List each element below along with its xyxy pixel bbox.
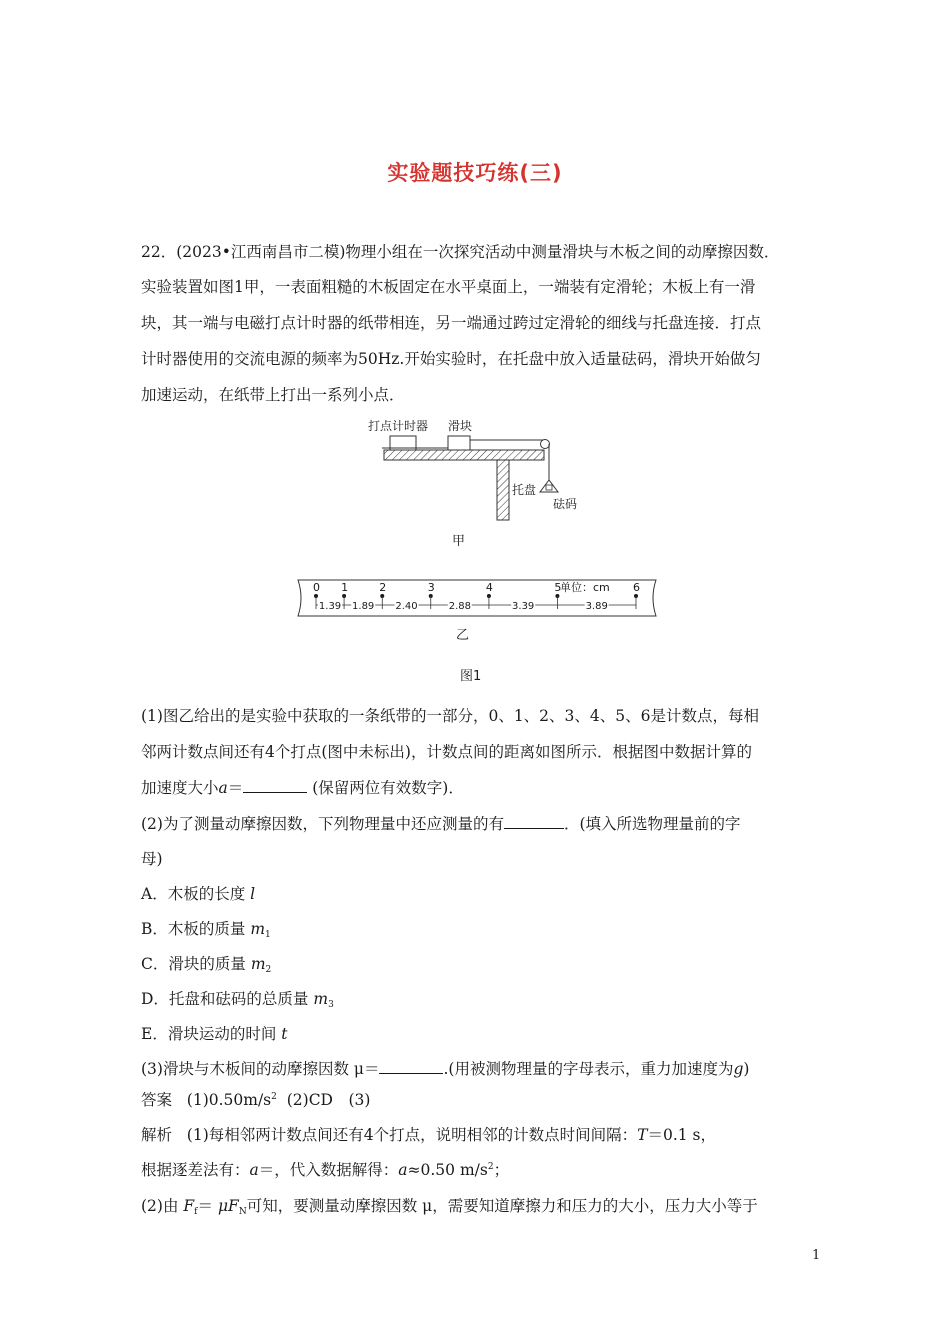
analysis-line1-var: T [637, 1126, 648, 1144]
analysis-line3-sub1: f [194, 1207, 198, 1217]
timer-label: 打点计时器 [368, 419, 429, 433]
page-title: 实验题技巧练(三) [387, 161, 563, 185]
q1-line-3 [141, 776, 464, 798]
table-leg [497, 460, 509, 520]
analysis-line2-end: ； [493, 1161, 510, 1179]
q1-line-1: (1)图乙给出的是实验中获取的一条纸带的一部分，0、1、2、3、4、5、6是计数点，每相 [141, 707, 759, 725]
analysis-line2-mid: ＝，代入数据解得： [258, 1161, 399, 1179]
analysis-line1-text: (1)每相邻两计数点间还有4个打点，说明相邻的计数点时间间隔： [186, 1126, 638, 1144]
analysis-label: 解析 [141, 1126, 173, 1144]
answer-label: 答案 [141, 1091, 173, 1109]
option-c [141, 952, 271, 975]
analysis-line2-sup: 2 [487, 1162, 494, 1172]
option-e-var: t [281, 1025, 288, 1043]
figure-caption-b: 乙 [456, 628, 470, 643]
weight-label: 砝码 [553, 497, 578, 511]
option-d [141, 987, 334, 1010]
analysis-line3-var2: F [228, 1197, 239, 1215]
analysis-line3-prefix: (2)由 [141, 1197, 179, 1215]
q3-prefix: (3)滑块与木板间的动摩擦因数 μ＝ [141, 1060, 380, 1078]
q2-prefix: (2)为了测量动摩擦因数，下列物理量中还应测量的有 [141, 815, 504, 833]
analysis-line3-mu: μ [217, 1197, 229, 1215]
weight-shape [546, 485, 552, 490]
tape-point-label: 3 [427, 581, 435, 594]
figure-caption: 图1 [460, 669, 482, 684]
analysis-line3-eq: ＝ [197, 1197, 214, 1215]
tape-point-label: 1 [341, 581, 349, 594]
option-c-var: m [250, 955, 266, 973]
tray-label: 托盘 [512, 483, 537, 497]
board-shape [384, 450, 544, 460]
q3-answer-blank[interactable] [379, 1059, 443, 1074]
analysis-line2-var1: a [249, 1161, 259, 1179]
analysis-line3-var1: F [183, 1197, 195, 1215]
analysis-line2-var2: a [398, 1161, 408, 1179]
problem-intro-line-5: 加速运动，在纸带上打出一系列小点． [141, 386, 405, 404]
q3-suffix: .(用被测物理量的字母表示，重力加速度为 [443, 1060, 734, 1078]
analysis-line3-sub2: N [238, 1207, 247, 1217]
figure-caption-a: 甲 [452, 534, 466, 549]
option-a-text: A．木板的长度 [141, 885, 246, 903]
q3-line [141, 1057, 749, 1079]
option-c-text: C．滑块的质量 [141, 955, 246, 973]
option-b [141, 917, 271, 940]
analysis-line2-prefix: 根据逐差法有： [141, 1161, 250, 1179]
q1-line-2: 邻两计数点间还有4个打点(图中未标出)，计数点间的距离如图所示．根据图中数据计算的 [141, 743, 752, 761]
option-e [141, 1022, 288, 1044]
analysis-line-3 [141, 1194, 758, 1217]
tape-distance-label: 3.39 [512, 601, 535, 612]
option-b-var: m [250, 920, 266, 938]
answer-text: (1)0.50m/s [186, 1091, 272, 1109]
analysis-line1-value: ＝0.1 s， [647, 1126, 717, 1144]
option-a [141, 882, 255, 904]
option-c-sub: 2 [265, 965, 272, 975]
q1-eq: ＝ [227, 779, 244, 797]
q2-answer-blank[interactable] [504, 814, 564, 829]
tape-point-label: 5 [554, 581, 562, 594]
pulley-icon [541, 440, 550, 449]
tape-distance-label: 1.89 [352, 601, 375, 612]
analysis-line-1 [141, 1123, 716, 1145]
tape-point-label: 4 [485, 581, 493, 594]
answer-rest: (2)CD (3) [286, 1091, 371, 1109]
analysis-line-2 [141, 1158, 509, 1180]
option-d-var: m [313, 990, 329, 1008]
q2-suffix: ．(填入所选物理量前的字 [563, 815, 741, 833]
tape-distance-label: 2.40 [395, 601, 418, 612]
q1-var: a [218, 779, 228, 797]
analysis-line2-value: ≈0.50 m/s [407, 1161, 488, 1179]
problem-intro-line-1: 22．(2023•江西南昌市二模)物理小组在一次探究活动中测量滑块与木板之间的动摩擦因数． [141, 243, 780, 261]
q1-prefix: 加速度大小 [141, 779, 219, 797]
option-d-sub: 3 [328, 1000, 334, 1010]
tape-distance-label: 1.39 [318, 601, 342, 612]
analysis-line3-rest: 可知，要测量动摩擦因数 μ，需要知道摩擦力和压力的大小，压力大小等于 [246, 1197, 758, 1215]
option-e-text: E．滑块运动的时间 [141, 1025, 277, 1043]
q2-line-2: 母) [141, 850, 163, 868]
page-number: 1 [812, 1248, 821, 1263]
tape-distance-label: 2.88 [448, 601, 471, 612]
problem-intro-line-2: 实验装置如图1甲，一表面粗糙的木板固定在水平桌面上，一端装有定滑轮；木板上有一滑 [141, 278, 756, 296]
tape-unit-label: 单位：cm [560, 581, 610, 594]
q3-close: ) [743, 1060, 750, 1078]
problem-intro-line-3: 块，其一端与电磁打点计时器的纸带相连，另一端通过跨过定滑轮的细线与托盘连接．打点 [141, 314, 762, 332]
q3-var: g [733, 1060, 744, 1078]
apparatus-figure [360, 414, 600, 524]
answer-sup: 2 [271, 1092, 277, 1102]
tape-point-label: 6 [633, 581, 640, 594]
option-b-text: B．木板的质量 [141, 920, 246, 938]
problem-intro-line-4: 计时器使用的交流电源的频率为50Hz.开始实验时，在托盘中放入适量砝码，滑块开始做匀 [141, 350, 761, 368]
q1-answer-blank[interactable] [243, 778, 307, 793]
option-a-var: l [250, 885, 256, 903]
tape-point-label: 2 [379, 581, 387, 594]
q2-line-1 [141, 812, 741, 834]
q1-suffix: (保留两位有效数字)． [312, 779, 464, 797]
option-d-text: D．托盘和砝码的总质量 [141, 990, 309, 1008]
paper-tape-figure [292, 576, 662, 620]
answer-line [141, 1088, 370, 1110]
tape-distance-label: 3.89 [585, 601, 608, 612]
option-b-sub: 1 [265, 930, 271, 940]
block-shape [448, 436, 470, 450]
block-label: 滑块 [448, 419, 473, 433]
tape-point-label: 0 [313, 581, 320, 594]
